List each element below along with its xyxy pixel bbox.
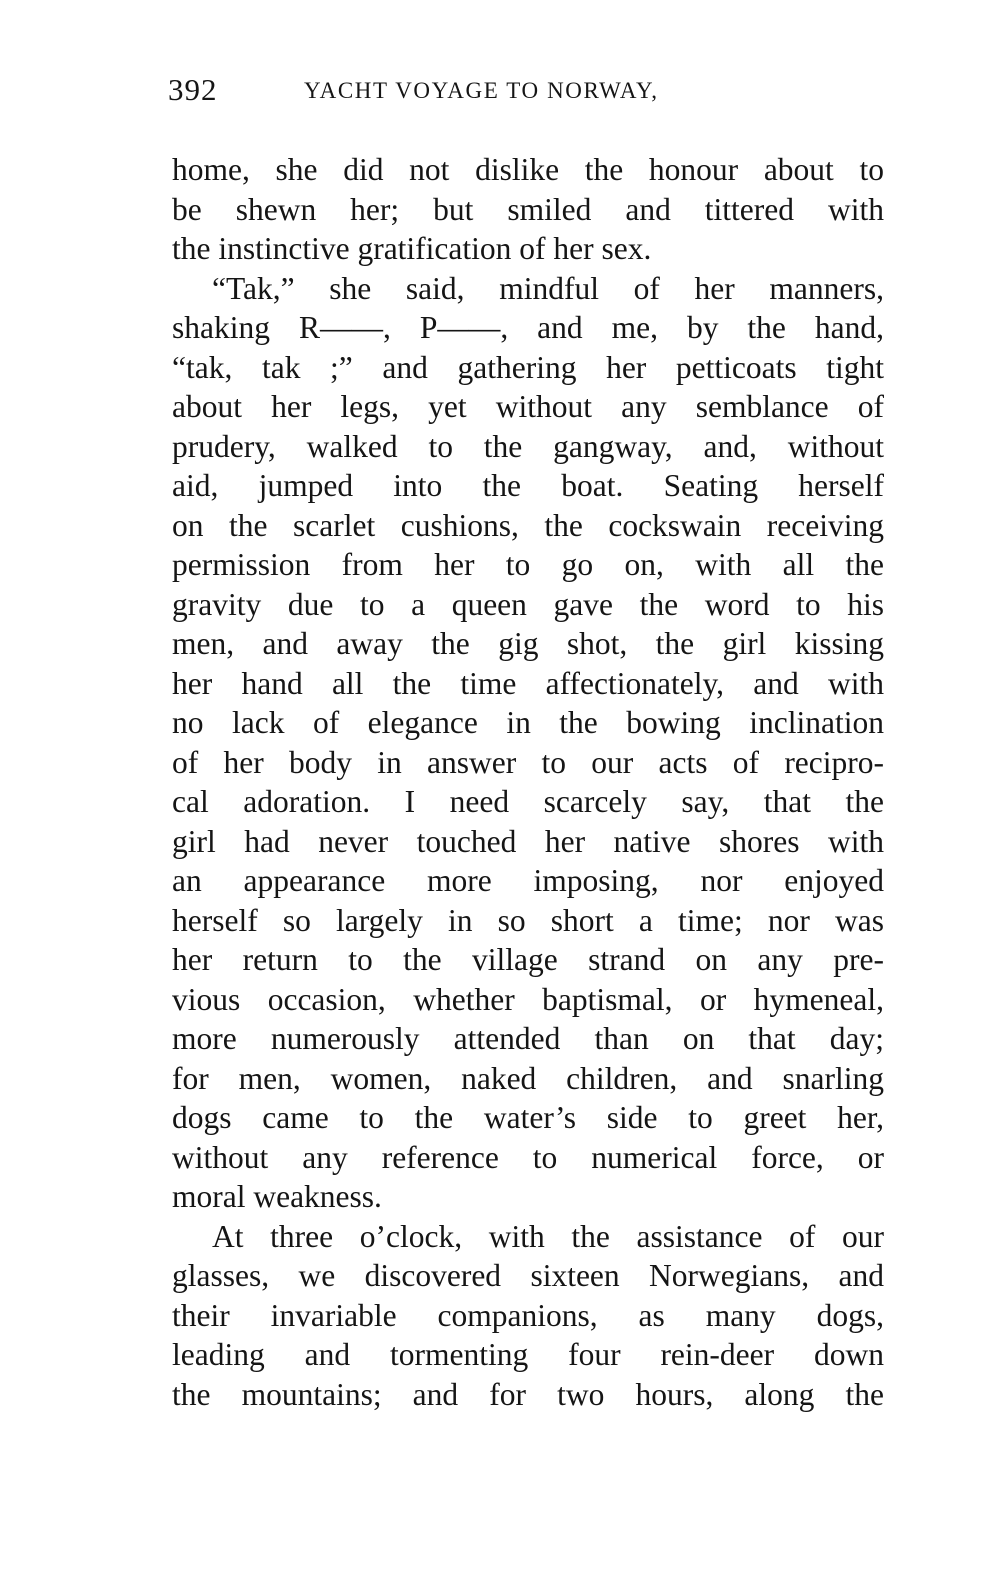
- running-head: [168, 72, 868, 116]
- text-line: moral weakness.: [172, 1179, 382, 1214]
- text-line: be shewn her; but smiled and tittered with: [172, 191, 884, 227]
- text-line: At three o’clock, with the assistance of our: [212, 1218, 884, 1254]
- text-line: girl had never touched her native shores with: [172, 823, 884, 859]
- text-line: on the scarlet cushions, the cockswain receiving: [172, 507, 884, 543]
- body-text: [172, 150, 884, 1414]
- text-line: prudery, walked to the gangway, and, without: [172, 428, 884, 464]
- text-line: her hand all the time affectionately, and with: [172, 665, 884, 701]
- text-line: no lack of elegance in the bowing inclination: [172, 705, 884, 740]
- text-line: more numerously attended than on that day;: [172, 1021, 884, 1056]
- text-line: without any reference to numerical force, or: [172, 1139, 884, 1175]
- text-line: the mountains; and for two hours, along the: [172, 1376, 884, 1412]
- text-line: their invariable companions, as many dogs,: [172, 1297, 884, 1333]
- running-title: YACHT VOYAGE TO NORWAY,: [304, 78, 659, 103]
- text-line: dogs came to the water’s side to greet her,: [172, 1100, 884, 1135]
- text-line: “tak, tak ;” and gathering her petticoats tight: [172, 349, 884, 385]
- text-line: of her body in answer to our acts of recipro-: [172, 744, 884, 780]
- text-line: her return to the village strand on any pre-: [172, 942, 884, 977]
- text-line: men, and away the gig shot, the girl kissing: [172, 626, 884, 661]
- text-line: aid, jumped into the boat. Seating herself: [172, 468, 884, 503]
- text-line: “Tak,” she said, mindful of her manners,: [212, 270, 884, 306]
- text-line: vious occasion, whether baptismal, or hymeneal,: [172, 981, 884, 1017]
- text-line: herself so largely in so short a time; nor was: [172, 902, 884, 938]
- text-line: an appearance more imposing, nor enjoyed: [172, 863, 884, 898]
- text-line: cal adoration. I need scarcely say, that the: [172, 784, 884, 819]
- text-line: the instinctive gratification of her sex.: [172, 231, 652, 266]
- page-number: 392: [168, 72, 218, 107]
- text-line: for men, women, naked children, and snarling: [172, 1060, 884, 1096]
- text-line: shaking R——, P——, and me, by the hand,: [172, 310, 884, 345]
- text-line: leading and tormenting four rein-deer down: [172, 1337, 884, 1372]
- text-line: home, she did not dislike the honour about to: [172, 152, 884, 187]
- text-line: gravity due to a queen gave the word to his: [172, 586, 884, 622]
- text-line: permission from her to go on, with all the: [172, 547, 884, 582]
- text-line: glasses, we discovered sixteen Norwegians, and: [172, 1258, 884, 1293]
- text-line: about her legs, yet without any semblance of: [172, 389, 884, 424]
